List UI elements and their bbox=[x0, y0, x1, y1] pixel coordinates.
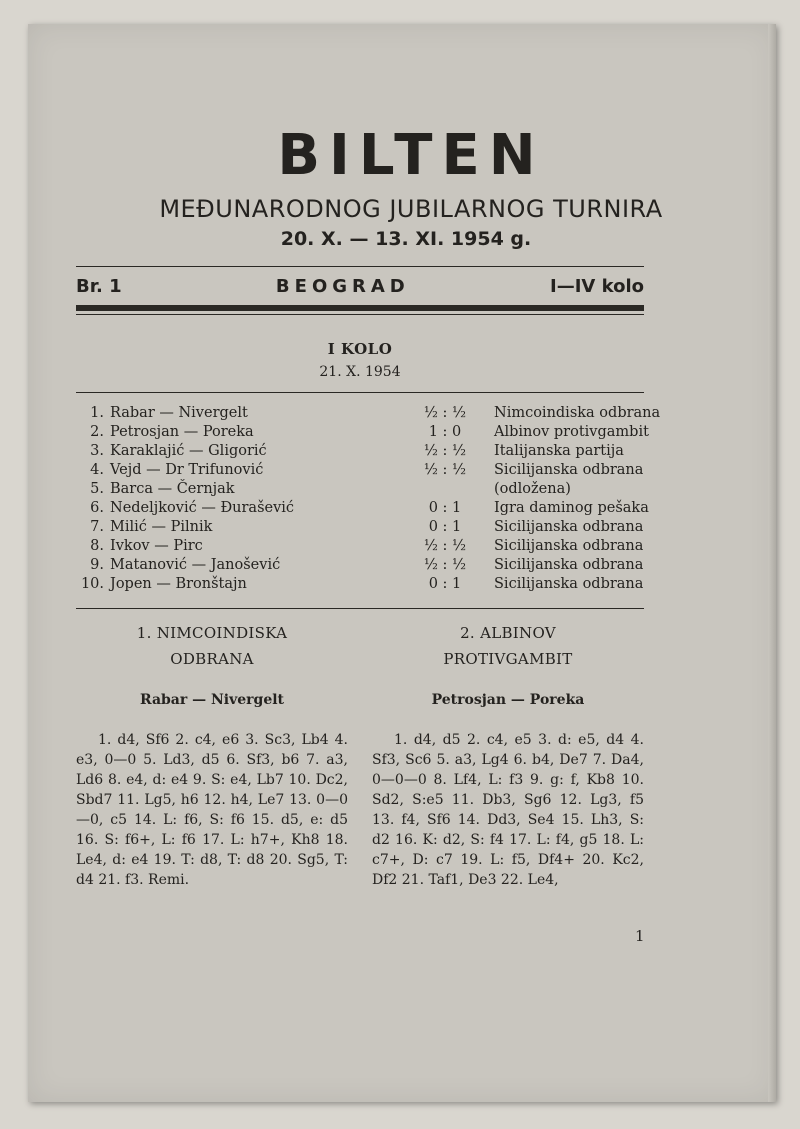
header-rule-top bbox=[76, 266, 644, 267]
result-number: 3. bbox=[90, 443, 104, 459]
header-rule-bottom bbox=[76, 314, 644, 315]
result-opening: (odložena) bbox=[494, 481, 571, 497]
result-opening: Sicilijanska odbrana bbox=[494, 538, 644, 554]
result-score: ½ : ½ bbox=[423, 538, 467, 554]
masthead bbox=[28, 124, 776, 252]
game-players: Petrosjan — Poreka bbox=[431, 692, 585, 708]
game-column-1 bbox=[76, 620, 348, 890]
result-row bbox=[78, 537, 648, 556]
result-players: Jopen — Bronštajn bbox=[110, 576, 247, 592]
result-row bbox=[78, 461, 648, 480]
result-players: Milić — Pilnik bbox=[110, 519, 213, 535]
result-row bbox=[78, 556, 648, 575]
result-players: Ivkov — Pirc bbox=[110, 538, 203, 554]
result-opening: Nimcoindiska odbrana bbox=[494, 405, 661, 421]
bulletin-page bbox=[28, 24, 776, 1102]
game-title-line2: PROTIVGAMBIT bbox=[443, 650, 573, 668]
result-number: 6. bbox=[90, 500, 104, 516]
result-row bbox=[78, 480, 648, 499]
game-column-2 bbox=[372, 620, 644, 890]
game-moves: 1. d4, d5 2. c4, e5 3. d: e5, d4 4. Sf3, Sc6 5. a3, Lg4 6. b4, De7 7. Da4, 0—0—0 8. Lf4, L: f3 9. g: f, Kb8 10. Sd2, S:e5 11. Db3, Sg6 12. Lg3, f5 13. f4, Sf6 14. Dd3, Se4 15. Lh3, S: d2 16. K: d2, S: f4 17. L: f4, g5 18. L: c7+, D: c7 19. L: f5, Df4+ 20. Kc2, Df2 21. Taf1, De3 22. Le4, bbox=[372, 732, 644, 888]
issue-bar bbox=[76, 276, 644, 297]
city-name: BEOGRAD bbox=[275, 276, 410, 297]
result-row bbox=[78, 518, 648, 537]
result-opening: Sicilijanska odbrana bbox=[494, 462, 644, 478]
result-row bbox=[78, 442, 648, 461]
game-players: Rabar — Nivergelt bbox=[139, 692, 285, 708]
round-heading bbox=[76, 340, 644, 380]
result-row bbox=[78, 499, 648, 518]
round-date: 21. X. 1954 bbox=[319, 364, 401, 380]
result-score: 0 : 1 bbox=[428, 519, 462, 535]
result-score: ½ : ½ bbox=[423, 557, 467, 573]
issue-number: Br. 1 bbox=[76, 276, 122, 297]
result-opening: Albinov protivgambit bbox=[494, 424, 649, 440]
result-row bbox=[78, 423, 648, 442]
bulletin-title: BILTEN bbox=[277, 123, 545, 188]
result-players: Matanović — Janošević bbox=[110, 557, 281, 573]
game-title-line2: ODBRANA bbox=[170, 650, 254, 668]
header-rule-thick bbox=[76, 305, 644, 311]
result-opening: Sicilijanska odbrana bbox=[494, 557, 644, 573]
result-players: Petrosjan — Poreka bbox=[110, 424, 254, 440]
result-score: 1 : 0 bbox=[428, 424, 462, 440]
result-score: 0 : 1 bbox=[428, 500, 462, 516]
result-row bbox=[78, 575, 648, 594]
game-title-line1: 2. ALBINOV bbox=[460, 624, 556, 642]
result-number: 2. bbox=[90, 424, 104, 440]
results-rule-bottom bbox=[76, 608, 644, 609]
result-number: 4. bbox=[90, 462, 104, 478]
result-opening: Sicilijanska odbrana bbox=[494, 576, 644, 592]
results-table bbox=[78, 404, 661, 594]
tournament-dates: 20. X. — 13. XI. 1954 g. bbox=[280, 228, 532, 250]
result-opening: Igra daminog pešaka bbox=[494, 500, 649, 516]
results-rule-top bbox=[76, 392, 644, 393]
result-score: ½ : ½ bbox=[423, 443, 467, 459]
round-title: I KOLO bbox=[327, 340, 393, 358]
page-number: 1 bbox=[635, 927, 645, 945]
result-number: 7. bbox=[90, 519, 104, 535]
tournament-subtitle: MEĐUNARODNOG JUBILARNOG TURNIRA bbox=[159, 195, 663, 223]
result-players: Nedeljković — Đurašević bbox=[110, 500, 295, 516]
game-title-line1: 1. NIMCOINDISKA bbox=[136, 624, 288, 642]
result-number: 1. bbox=[90, 405, 104, 421]
result-opening: Italijanska partija bbox=[494, 443, 624, 459]
result-number: 9. bbox=[90, 557, 104, 573]
result-players: Vejd — Dr Trifunović bbox=[110, 462, 264, 478]
result-score: 0 : 1 bbox=[428, 576, 462, 592]
result-players: Barca — Černjak bbox=[110, 481, 235, 497]
result-opening: Sicilijanska odbrana bbox=[494, 519, 644, 535]
result-players: Karaklajić — Gligorić bbox=[110, 443, 267, 459]
game-moves: 1. d4, Sf6 2. c4, e6 3. Sc3, Lb4 4. e3, 0—0 5. Ld3, d5 6. Sf3, b6 7. a3, Ld6 8. e4, d: e4 9. S: e4, Lb7 10. Dc2, Sbd7 11. Lg5, h6 12. h4, Le7 13. 0—0—0, c5 14. L: f6, S: f6 15. d5, e: d5 16. S: f6+, L: f6 17. L: h7+, Kh8 18. Le4, d: e4 19. T: d8, T: d8 20. Sg5, T: d4 21. f3. Remi. bbox=[76, 732, 348, 888]
result-players: Rabar — Nivergelt bbox=[110, 405, 248, 421]
rounds-range: I—IV kolo bbox=[550, 276, 644, 297]
result-number: 8. bbox=[90, 538, 104, 554]
result-number: 5. bbox=[90, 481, 104, 497]
result-score: ½ : ½ bbox=[423, 405, 467, 421]
result-number: 10. bbox=[80, 576, 104, 592]
result-score: ½ : ½ bbox=[423, 462, 467, 478]
result-row bbox=[78, 404, 661, 423]
